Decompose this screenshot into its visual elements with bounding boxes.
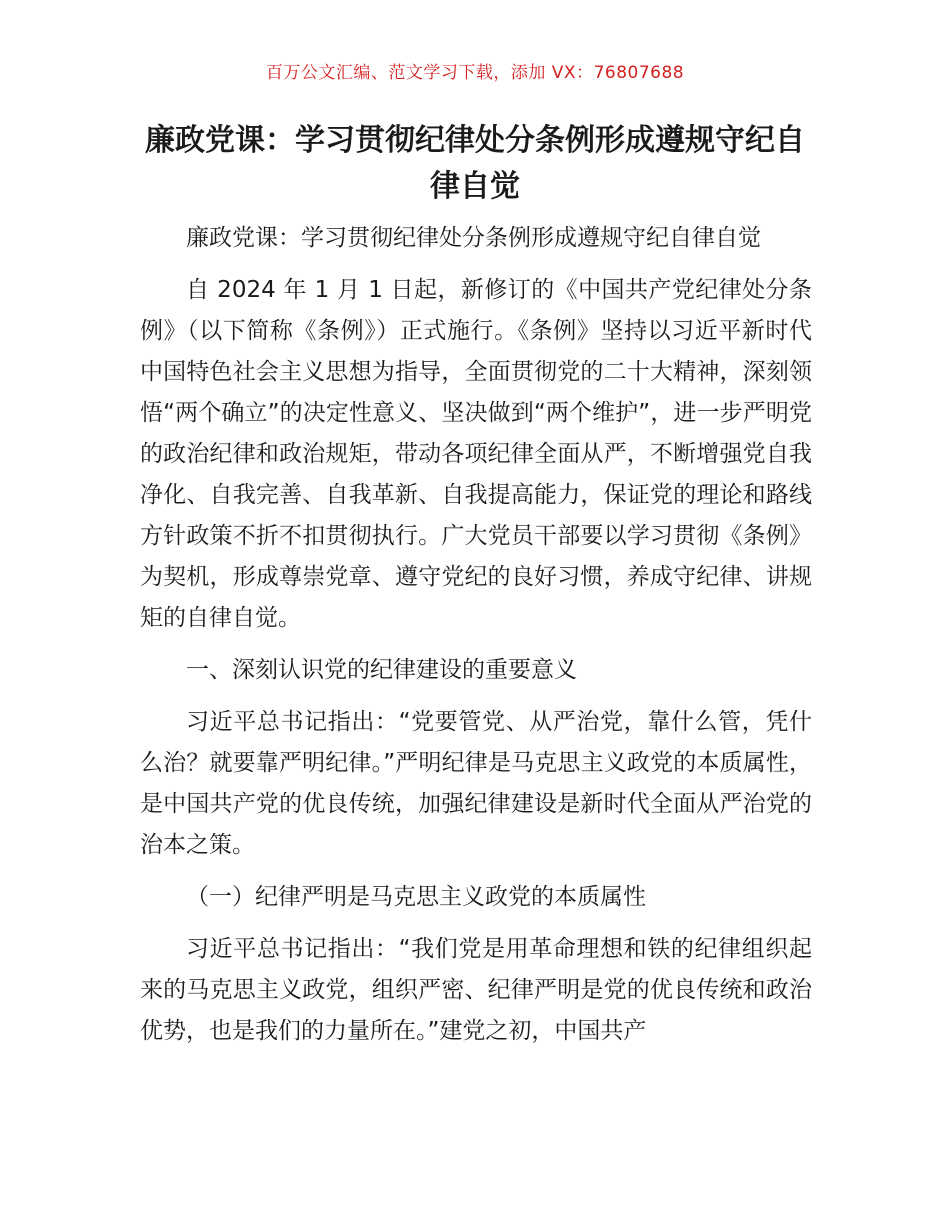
paragraph-section-1: 习近平总书记指出：“党要管党、从严治党，靠什么管，凭什么治？就要靠严明纪律。”严明纪律是马克思主义政党的本质属性，是中国共产党的优良传统，加强纪律建设是新时代全面从严治党的治本之策。	[140, 709, 812, 858]
watermark-header: 百万公文汇编、范文学习下载，添加 VX：76807688	[265, 63, 685, 83]
paragraph-subtitle: 廉政党课：学习贯彻纪律处分条例形成遵规守纪自律自觉	[186, 225, 761, 251]
paragraph-subsection-1: 习近平总书记指出：“我们党是用革命理想和铁的纪律组织起来的马克思主义政党，组织严密、纪律严明是党的优良传统和政治优势，也是我们的力量所在。”建党之初，中国共产	[140, 936, 812, 1044]
section-heading-1: 一、深刻认识党的纪律建设的重要意义	[186, 657, 577, 683]
document-body	[140, 218, 812, 1063]
subsection-heading-1: （一）纪律严明是马克思主义政党的本质属性	[186, 884, 646, 910]
paragraph-intro: 自 2024 年 1 月 1 日起，新修订的《中国共产党纪律处分条例》（以下简称《条例》）正式施行。《条例》坚持以习近平新时代中国特色社会主义思想为指导，全面贯彻党的二十大精神，深刻领悟“两个确立”的决定性意义、坚决做到“两个维护”，进一步严明党的政治纪律和政治规矩，带动各项纪律全面从严，不断增强党自我净化、自我完善、自我革新、自我提高能力，保证党的理论和路线方针政策不折不扣贯彻执行。广大党员干部要以学习贯彻《条例》为契机，形成尊崇党章、遵守党纪的良好习惯，养成守纪律、讲规矩的自律自觉。	[140, 277, 812, 631]
document-title: 廉政党课：学习贯彻纪律处分条例形成遵规守纪自律自觉	[145, 123, 805, 204]
